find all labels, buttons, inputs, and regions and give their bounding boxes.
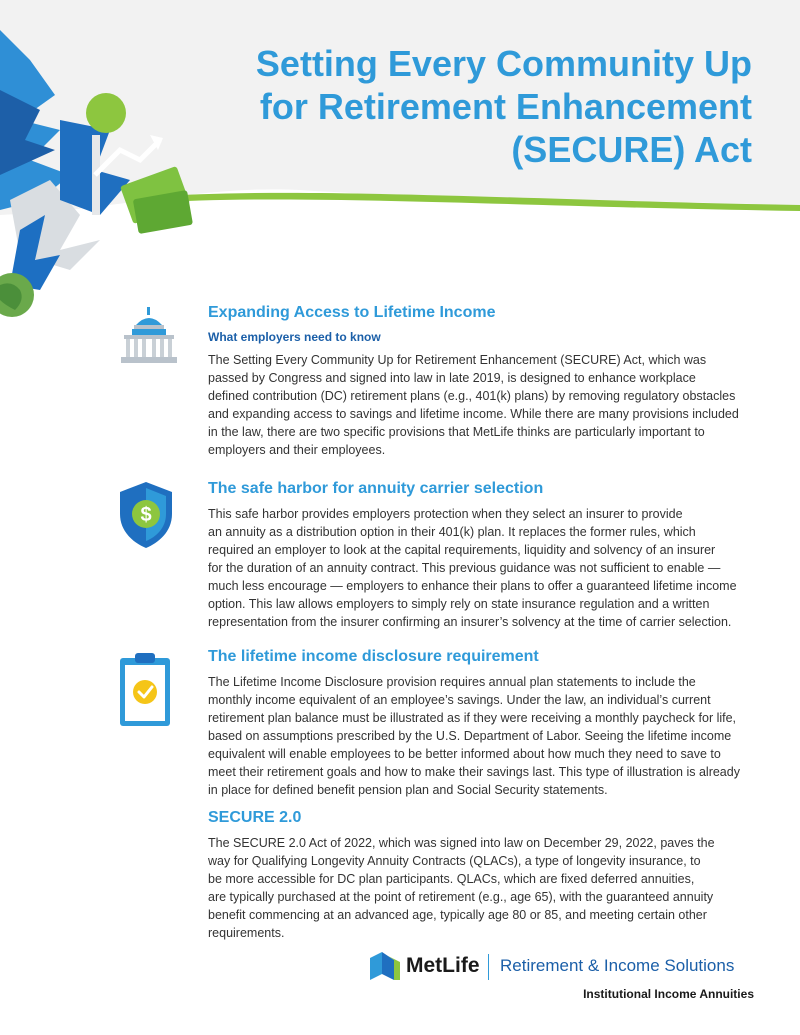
brand-subline: Institutional Income Annuities (583, 987, 754, 1001)
section-body: The Lifetime Income Disclosure provision requires annual plan statements to include the monthly income equivalent of an employee’s savings. Under the law, an individual’s current retirement plan balance must be illustrated as if they were receiving a monthly paycheck for life, based on assumptions prescribed by the U.S. Department of Labor. Seeing the lifetime income equivalent will enable employees to be better informed about how much they need to save to meet their retirement goals and how to make their savings last. This type of illustration is already in place for defined benefit pension plan and Social Security statements. (208, 675, 740, 797)
section-body: The Setting Every Community Up for Retirement Enhancement (SECURE) Act, which was passed by Congress and signed into law in late 2019, is designed to enhance workplace defined contribution (DC) retirement plans (e.g., 401(k) plans) by removing regulatory obstacles and expanding access to savings and lifetime income. While there are many provisions included in the law, there are two specific provisions that MetLife thinks are particularly important to employers and their employees. (208, 353, 739, 457)
page-title (232, 42, 752, 171)
section-lifetime-income-disclosure (208, 647, 756, 799)
section-subheading: What employers need to know (208, 330, 381, 344)
capitol-building-icon (118, 305, 180, 367)
section-body: The SECURE 2.0 Act of 2022, which was signed into law on December 29, 2022, paves the way for Qualifying Longevity Annuity Contracts (QLACs), a type of longevity insurance, to be more accessible for DC plan participants. QLACs, which are fixed deferred annuities, are typically purchased at the point of retirement (e.g., age 65), with the guaranteed annuity benefit commencing at an advanced age, typically age 80 or 85, and meeting certain other requirements. (208, 836, 715, 940)
metlife-logo-icon (370, 952, 400, 980)
section-secure-2 (208, 808, 756, 942)
section-expanding-access (208, 303, 756, 459)
section-heading: SECURE 2.0 (208, 809, 302, 826)
section-safe-harbor (208, 479, 756, 631)
title-line-2: for Retirement Enhancement (259, 86, 752, 127)
shield-dollar-icon (118, 480, 174, 550)
clipboard-check-icon (118, 650, 172, 728)
footer (370, 952, 756, 1012)
section-heading: Expanding Access to Lifetime Income (208, 304, 496, 321)
brand-tagline: Retirement & Income Solutions (500, 956, 735, 975)
brand-name: MetLife (406, 954, 480, 977)
svg-text:$: $ (140, 504, 152, 526)
title-line-3: (SECURE) Act (511, 129, 752, 170)
title-line-1: Setting Every Community Up (255, 43, 752, 84)
header-illustration (0, 0, 200, 330)
section-heading: The safe harbor for annuity carrier selection (208, 480, 544, 497)
section-heading: The lifetime income disclosure requirement (208, 648, 539, 665)
footer-divider (488, 954, 489, 980)
section-body: This safe harbor provides employers protection when they select an insurer to provide an annuity as a distribution option in their 401(k) plan. It replaces the former rules, which required an employer to look at the capital requirements, liquidity and solvency of an insurer for the duration of an annuity contract. This previous guidance was not sufficient to enable — much less encourage — employers to enhance their plans to offer a guaranteed lifetime income option. This law allows employers to simply rely on state insurance regulation and a written representation from the insurer confirming an insurer’s solvency at the time of carrier selection. (208, 507, 737, 629)
